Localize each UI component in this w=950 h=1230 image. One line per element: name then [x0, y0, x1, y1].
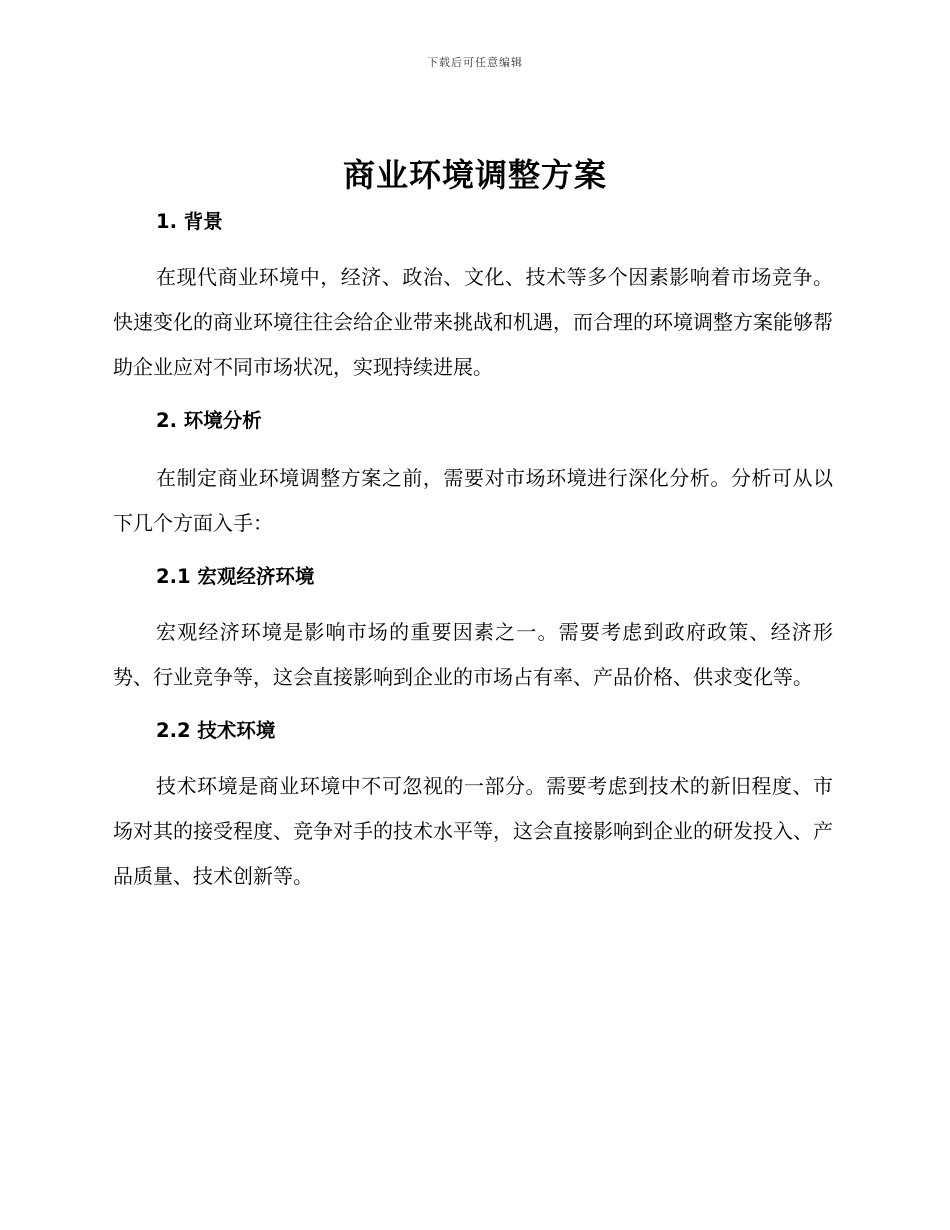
- section-paragraph-macro-economy: 宏观经济环境是影响市场的重要因素之一。需要考虑到政府政策、经济形势、行业竞争等，这会直接影响到企业的市场占有率、产品价格、供求变化等。: [113, 620, 833, 689]
- section-paragraph-technology: 技术环境是商业环境中不可忽视的一部分。需要考虑到技术的新旧程度、市场对其的接受程度、竞争对手的技术水平等，这会直接影响到企业的研发投入、产品质量、技术创新等。: [113, 774, 833, 888]
- section-heading-macro-economy: 2.1 宏观经济环境: [156, 565, 315, 588]
- page-header-note: 下载后可任意编辑: [427, 56, 523, 69]
- document-body: [113, 205, 833, 899]
- section-paragraph-environment-analysis: 在制定商业环境调整方案之前，需要对市场环境进行深化分析。分析可从以下几个方面入手：: [113, 466, 833, 535]
- section-heading-background: 1. 背景: [156, 210, 223, 233]
- section-heading-technology: 2.2 技术环境: [156, 719, 276, 742]
- section-heading-environment-analysis: 2. 环境分析: [156, 409, 262, 432]
- document-title: 商业环境调整方案: [342, 156, 607, 194]
- section-paragraph-background: 在现代商业环境中，经济、政治、文化、技术等多个因素影响着市场竞争。快速变化的商业环境往往会给企业带来挑战和机遇，而合理的环境调整方案能够帮助企业应对不同市场状况，实现持续进展。: [113, 265, 833, 379]
